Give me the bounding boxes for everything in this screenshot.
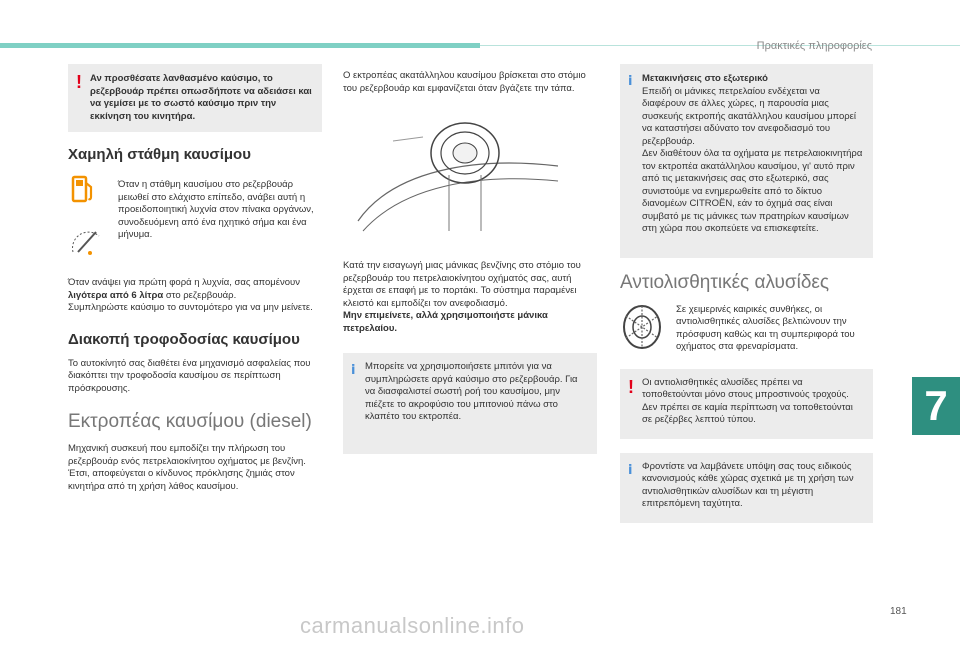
travel-heading: Μετακινήσεις στο εξωτερικό [642, 73, 768, 84]
low-fuel-icons [68, 173, 108, 263]
header-accent-line [480, 45, 960, 46]
fuel-pump-icon [68, 173, 98, 205]
column-right [620, 64, 873, 523]
fuel-filler-illustration [353, 111, 563, 241]
watermark: carmanualsonline.info [300, 613, 525, 638]
warning-text: Αν προσθέσατε λανθασμένο καύσιμο, το ρεζερβουάρ πρέπει οπωσδήποτε να αδειάσει και να γεμίσει με το σωστό καύσιμο πριν την εκκίνηση του κινητήρα. [90, 73, 312, 122]
snow-chains-icon-col [620, 304, 666, 355]
column-middle [343, 70, 597, 454]
page-number: 181 [890, 606, 907, 617]
travel-text: Επειδή οι μάνικες πετρελαίου ενδέχεται να διαφέρουν σε άλλες χώρες, η παρουσία μιας συσκευής εκτροπής ακατάλληλου καυσίμου μπορεί να καταστήσει αδύνατο τον ανεφοδιασμό του ρεζερβουάρ. [642, 85, 857, 147]
low-fuel-row [68, 173, 322, 263]
snow-chain-icon [620, 304, 664, 350]
warning-icon: ! [76, 72, 82, 92]
fuel-cutoff-text: Το αυτοκίνητό σας διαθέτει ένα μηχανισμό ασφαλείας που διακόπτει την τροφοδοσία καυσίμου σε περίπτωση πρόσκρουσης. [68, 357, 311, 394]
low-fuel-heading: Χαμηλή στάθμη καυσίμου [68, 146, 251, 163]
low-fuel-advice: Συμπληρώστε καύσιμο το συντομότερο για να μην μείνετε. [68, 302, 313, 313]
low-fuel-remaining [68, 277, 322, 302]
info-box-chains-regulations [620, 453, 873, 523]
warning-icon: ! [628, 376, 634, 397]
snow-chains-row [620, 304, 873, 355]
info-box-travel [620, 64, 873, 258]
chapter-tab: 7 [912, 377, 960, 435]
header-accent-bar [0, 43, 480, 48]
low-fuel-remaining-bold: λιγότερα από 6 λίτρα [68, 289, 164, 301]
section-title: Πρακτικές πληροφορίες [756, 40, 872, 52]
low-fuel-remaining-a: Όταν ανάψει για πρώτη φορά η λυχνία, σας απομένουν [68, 277, 300, 288]
fuel-gauge-icon [68, 222, 104, 258]
info-icon: i [628, 74, 633, 89]
travel-text-2: Δεν διαθέτουν όλα τα οχήματα με πετρελαιοκινητήρα τον εκτροπέα ακατάλληλου καυσίμου, γι' αυτό πριν από τις μετακινήσεις σας στο εξωτερικό, σας συνιστούμε να ενημερωθείτε από το δίκτυο διανομέων CITROËN, εάν το όχημά σας είναι συμβατό με τις μάνικες των πρατηρίων καυσίμων στη χώρα που σκοπεύετε να επισκεφτείτε. [642, 148, 863, 234]
info-box-jerrycan [343, 353, 597, 454]
deflector-operation-text: Κατά την εισαγωγή μιας μάνικας βενζίνης στο στόμιο του ρεζερβουάρ του πετρελαιοκίνητου οχήματός σας, αυτή έρχεται σε επαφή με το πορτάκι. Το σύστημα παραμένει κλειστό και εμποδίζει τον ανεφοδιασμό. [343, 260, 581, 309]
warning-box-chains [620, 369, 873, 439]
chains-info-text: Φροντίστε να λαμβάνετε υπόψη σας τους ειδικούς κανονισμούς κάθε χώρας σχετικά με τη χρήση των αντιολισθητικών αλυσίδων και τη μέγιστη επιτρεπόμενη ταχύτητα. [642, 460, 854, 509]
column-left [68, 64, 322, 493]
info-icon: i [628, 462, 633, 478]
diesel-deflector-text: Μηχανική συσκευή που εμποδίζει την πλήρωση του ρεζερβουάρ ενός πετρελαιοκίνητου οχήματος με βενζίνη. Έτσι, αποφεύγεται ο κίνδυνος πρόκλησης ζημιάς στον κινητήρα από τη χρήση λάθος καυσίμου. [68, 443, 306, 492]
info-icon: i [351, 363, 356, 378]
diesel-deflector-heading: Εκτροπέας καυσίμου (diesel) [68, 411, 312, 432]
warning-box-wrong-fuel [68, 64, 322, 132]
deflector-location-text: Ο εκτροπέας ακατάλληλου καυσίμου βρίσκεται στο στόμιο του ρεζερβουάρ και εμφανίζεται όταν βγάζετε την τάπα. [343, 70, 586, 94]
low-fuel-text: Όταν η στάθμη καυσίμου στο ρεζερβουάρ μειωθεί στο ελάχιστο επίπεδο, ανάβει αυτή η προειδοποιητική λυχνία στον πίνακα οργάνων, συνοδευόμενη από ένα ηχητικό σήμα και ένα μήνυμα. [118, 179, 314, 240]
snow-chains-text: Σε χειμερινές καιρικές συνθήκες, οι αντιολισθητικές αλυσίδες βελτιώνουν την πρόσφυση καθώς και τη συμπεριφορά του οχήματος στα φρεναρίσματα. [676, 303, 855, 352]
snow-chains-heading: Αντιολισθητικές αλυσίδες [620, 271, 830, 293]
deflector-advice-text: Μην επιμείνετε, αλλά χρησιμοποιήστε μάνικα πετρελαίου. [343, 310, 548, 334]
info-jerrycan-text: Μπορείτε να χρησιμοποιήσετε μπιτόνι για να συμπληρώσετε αργά καύσιμο στο ρεζερβουάρ. Για να διασφαλιστεί σωστή ροή του καυσίμου, μην πιέζετε το ακροφύσιο του μπιτονιού πάνω στο κλαπέτο του εκτροπέα. [365, 361, 578, 422]
chains-warning-text: Οι αντιολισθητικές αλυσίδες πρέπει να τοποθετούνται μόνο στους μπροστινούς τροχούς. Δεν πρέπει σε καμία περίπτωση να τοποθετούνται σε ρεζέρβες λεπτού τύπου. [642, 376, 853, 425]
fuel-cutoff-heading: Διακοπή τροφοδοσίας καυσίμου [68, 330, 300, 348]
low-fuel-remaining-b: στο ρεζερβουάρ. [163, 289, 237, 301]
